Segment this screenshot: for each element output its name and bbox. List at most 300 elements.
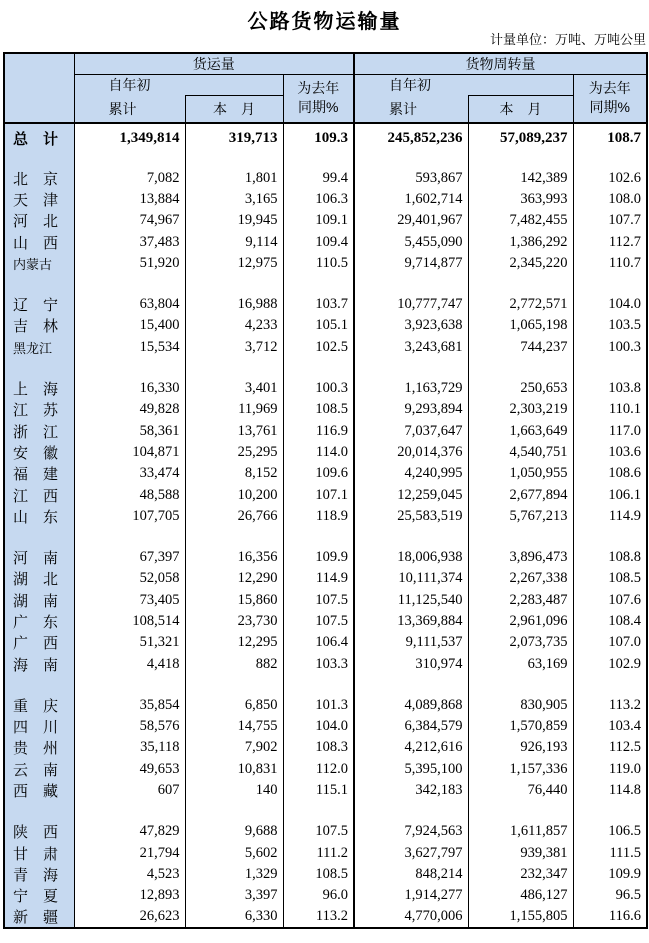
unit-note: 计量单位：万吨、万吨公里 [489, 32, 646, 47]
value-cell [74, 153, 185, 168]
value-cell: 9,688 [185, 821, 283, 842]
value-cell: 5,395,100 [354, 759, 468, 780]
value-cell: 110.1 [608, 401, 641, 418]
value-cell [468, 675, 573, 695]
value-cell: 106.4 [283, 632, 354, 653]
value-cell: 9,114 [185, 231, 283, 252]
value-cell: 104.0 [283, 716, 354, 737]
value-cell: 118.9 [283, 506, 354, 527]
region-cell [4, 801, 74, 821]
spacer-row [4, 274, 647, 294]
region-cell: 云 南 [4, 759, 74, 780]
region-cell: 河 北 [4, 210, 74, 231]
value-cell: 3,165 [185, 189, 283, 210]
value-cell: 4,523 [74, 864, 185, 885]
value-cell [283, 675, 354, 695]
value-cell: 882 [185, 653, 283, 674]
value-cell [283, 801, 354, 821]
table-header [4, 53, 647, 123]
value-cell: 848,214 [354, 864, 468, 885]
freight-turnover-group-header: 货物周转量 [354, 53, 647, 75]
value-cell: 108.5 [283, 399, 354, 420]
value-cell: 342,183 [354, 780, 468, 801]
spacer-row [4, 675, 647, 695]
value-cell: 1,611,857 [468, 821, 573, 842]
value-cell: 107.5 [283, 821, 354, 842]
value-cell: 103.3 [283, 653, 354, 674]
value-cell: 3,243,681 [354, 337, 468, 358]
value-cell: 486,127 [468, 885, 573, 906]
value-cell [283, 527, 354, 547]
value-cell: 109.4 [283, 231, 354, 252]
value-cell: 11,125,540 [354, 590, 468, 611]
table-row [4, 590, 647, 611]
value-cell [283, 153, 354, 168]
value-cell: 10,200 [185, 484, 283, 505]
region-cell: 吉 林 [4, 315, 74, 336]
value-cell: 104.0 [608, 296, 641, 313]
value-cell: 25,295 [185, 442, 283, 463]
value-cell: 74,967 [74, 210, 185, 231]
value-cell: 2,283,487 [468, 590, 573, 611]
region-cell [4, 153, 74, 168]
yoy-line2: 同期% [298, 99, 339, 116]
value-cell: 106.3 [283, 189, 354, 210]
value-cell: 2,345,220 [468, 253, 573, 274]
value-cell: 1,663,649 [468, 420, 573, 441]
value-cell: 2,267,338 [468, 568, 573, 589]
value-cell: 114.9 [283, 568, 354, 589]
value-cell: 8,152 [185, 463, 283, 484]
value-cell: 7,482,455 [468, 210, 573, 231]
region-cell: 重 庆 [4, 695, 74, 716]
value-cell: 319,713 [185, 123, 283, 153]
value-cell: 744,237 [468, 337, 573, 358]
value-cell: 49,653 [74, 759, 185, 780]
value-cell: 14,755 [185, 716, 283, 737]
value-cell: 1,163,729 [354, 378, 468, 399]
region-cell: 北 京 [4, 168, 74, 189]
value-cell: 108.0 [608, 190, 641, 207]
value-cell: 102.5 [283, 337, 354, 358]
value-cell: 47,829 [74, 821, 185, 842]
value-cell: 51,920 [74, 253, 185, 274]
value-cell: 48,588 [74, 484, 185, 505]
cumulative-header-volume: 自年初 [74, 75, 283, 96]
table-row [4, 906, 647, 928]
value-cell: 108.3 [283, 737, 354, 758]
cumulative-header-turnover: 自年初 [354, 75, 573, 96]
value-cell: 108.5 [608, 570, 641, 587]
value-cell: 3,397 [185, 885, 283, 906]
value-cell: 9,714,877 [354, 253, 468, 274]
value-cell: 15,534 [74, 337, 185, 358]
region-cell: 贵 州 [4, 737, 74, 758]
table-row [4, 843, 647, 864]
table-row [4, 611, 647, 632]
value-cell: 1,155,805 [468, 906, 573, 928]
value-cell: 112.7 [608, 233, 641, 250]
value-cell: 106.1 [608, 486, 641, 503]
value-cell: 12,893 [74, 885, 185, 906]
yoy-header-turnover [573, 75, 647, 123]
table-row [4, 885, 647, 906]
region-cell: 安 徽 [4, 442, 74, 463]
yoy-line1: 为去年 [588, 80, 631, 97]
value-cell: 112.5 [608, 739, 641, 756]
value-cell: 16,330 [74, 378, 185, 399]
cumulative-sub-header-turnover: 累计 [354, 96, 468, 123]
value-cell [468, 358, 573, 378]
value-cell: 3,923,638 [354, 315, 468, 336]
freight-table [3, 52, 648, 929]
value-cell: 111.2 [283, 843, 354, 864]
value-cell [468, 527, 573, 547]
value-cell: 73,405 [74, 590, 185, 611]
value-cell: 114.0 [283, 442, 354, 463]
value-cell: 939,381 [468, 843, 573, 864]
value-cell: 7,082 [74, 168, 185, 189]
value-cell: 363,993 [468, 189, 573, 210]
table-row [4, 759, 647, 780]
value-cell: 107,705 [74, 506, 185, 527]
value-cell: 116.6 [608, 908, 641, 925]
value-cell: 142,389 [468, 168, 573, 189]
value-cell [354, 358, 468, 378]
value-cell: 26,766 [185, 506, 283, 527]
value-cell: 232,347 [468, 864, 573, 885]
value-cell: 10,777,747 [354, 294, 468, 315]
table-row [4, 632, 647, 653]
total-row [4, 123, 647, 153]
table-row [4, 168, 647, 189]
table-row [4, 420, 647, 441]
value-cell: 4,540,751 [468, 442, 573, 463]
value-cell: 57,089,237 [468, 123, 573, 153]
value-cell: 245,852,236 [354, 123, 468, 153]
value-cell [185, 153, 283, 168]
region-cell: 江 苏 [4, 399, 74, 420]
value-cell: 58,361 [74, 420, 185, 441]
region-cell: 四 川 [4, 716, 74, 737]
value-cell: 114.9 [608, 507, 641, 524]
value-cell: 112.0 [283, 759, 354, 780]
value-cell: 1,050,955 [468, 463, 573, 484]
value-cell: 10,111,374 [354, 568, 468, 589]
value-cell: 12,975 [185, 253, 283, 274]
value-cell: 109.9 [283, 547, 354, 568]
spacer-row [4, 358, 647, 378]
value-cell [283, 358, 354, 378]
value-cell: 102.6 [608, 169, 641, 186]
value-cell: 107.1 [283, 484, 354, 505]
value-cell: 110.5 [283, 253, 354, 274]
value-cell: 99.4 [283, 168, 354, 189]
value-cell: 107.0 [608, 634, 641, 651]
region-cell [4, 274, 74, 294]
value-cell: 13,761 [185, 420, 283, 441]
region-cell: 总 计 [4, 123, 74, 153]
value-cell: 12,295 [185, 632, 283, 653]
region-cell: 广 西 [4, 632, 74, 653]
value-cell: 63,804 [74, 294, 185, 315]
region-cell: 山 西 [4, 231, 74, 252]
value-cell [573, 274, 647, 294]
value-cell: 51,321 [74, 632, 185, 653]
yoy-header-volume [283, 75, 354, 123]
value-cell: 140 [185, 780, 283, 801]
value-cell: 4,418 [74, 653, 185, 674]
value-cell: 25,583,519 [354, 506, 468, 527]
value-cell: 926,193 [468, 737, 573, 758]
value-cell: 7,902 [185, 737, 283, 758]
region-cell: 甘 肃 [4, 843, 74, 864]
region-cell: 宁 夏 [4, 885, 74, 906]
value-cell: 5,455,090 [354, 231, 468, 252]
value-cell [573, 358, 647, 378]
value-cell: 119.0 [608, 760, 641, 777]
value-cell: 3,401 [185, 378, 283, 399]
value-cell: 18,006,938 [354, 547, 468, 568]
value-cell: 1,349,814 [74, 123, 185, 153]
value-cell: 113.2 [608, 696, 641, 713]
value-cell: 830,905 [468, 695, 573, 716]
value-cell: 1,801 [185, 168, 283, 189]
value-cell: 10,831 [185, 759, 283, 780]
region-cell: 广 东 [4, 611, 74, 632]
value-cell [468, 801, 573, 821]
region-cell: 辽 宁 [4, 294, 74, 315]
value-cell: 49,828 [74, 399, 185, 420]
value-cell: 1,065,198 [468, 315, 573, 336]
yoy-line1: 为去年 [297, 80, 340, 97]
value-cell: 1,602,714 [354, 189, 468, 210]
region-cell: 浙 江 [4, 420, 74, 441]
value-cell: 109.3 [283, 123, 354, 153]
table-row [4, 253, 647, 274]
value-cell [185, 274, 283, 294]
value-cell: 108.7 [607, 129, 641, 146]
freight-volume-group-header: 货运量 [74, 53, 354, 75]
value-cell: 103.6 [608, 443, 641, 460]
region-cell: 湖 南 [4, 590, 74, 611]
region-cell: 上 海 [4, 378, 74, 399]
value-cell: 2,073,735 [468, 632, 573, 653]
value-cell: 105.1 [283, 315, 354, 336]
value-cell: 310,974 [354, 653, 468, 674]
value-cell: 110.7 [608, 254, 641, 271]
table-row [4, 231, 647, 252]
table-body [4, 123, 647, 929]
value-cell: 108.6 [608, 465, 641, 482]
table-row [4, 315, 647, 336]
value-cell [185, 527, 283, 547]
value-cell: 35,854 [74, 695, 185, 716]
value-cell: 23,730 [185, 611, 283, 632]
table-row [4, 506, 647, 527]
value-cell [573, 801, 647, 821]
value-cell: 96.0 [283, 885, 354, 906]
value-cell: 2,303,219 [468, 399, 573, 420]
value-cell: 108.4 [608, 612, 641, 629]
value-cell [185, 675, 283, 695]
table-row [4, 864, 647, 885]
value-cell: 103.5 [608, 317, 641, 334]
value-cell [354, 675, 468, 695]
value-cell: 52,058 [74, 568, 185, 589]
value-cell: 13,369,884 [354, 611, 468, 632]
region-cell [4, 675, 74, 695]
value-cell: 2,961,096 [468, 611, 573, 632]
value-cell: 109.6 [283, 463, 354, 484]
value-cell: 250,653 [468, 378, 573, 399]
value-cell: 16,988 [185, 294, 283, 315]
value-cell: 3,896,473 [468, 547, 573, 568]
value-cell: 6,384,579 [354, 716, 468, 737]
value-cell: 4,240,995 [354, 463, 468, 484]
value-cell: 593,867 [354, 168, 468, 189]
value-cell: 35,118 [74, 737, 185, 758]
region-cell: 内蒙古 [4, 253, 74, 274]
value-cell: 4,089,868 [354, 695, 468, 716]
value-cell: 104,871 [74, 442, 185, 463]
region-cell [4, 358, 74, 378]
value-cell [573, 527, 647, 547]
value-cell: 108.5 [283, 864, 354, 885]
value-cell: 26,623 [74, 906, 185, 928]
value-cell: 37,483 [74, 231, 185, 252]
value-cell: 107.5 [283, 590, 354, 611]
value-cell: 1,386,292 [468, 231, 573, 252]
table-row [4, 821, 647, 842]
yoy-line2: 同期% [589, 99, 630, 116]
value-cell: 20,014,376 [354, 442, 468, 463]
value-cell: 6,850 [185, 695, 283, 716]
table-row [4, 337, 647, 358]
table-row [4, 189, 647, 210]
page-title: 公路货物运输量 [247, 11, 402, 33]
table-row [4, 568, 647, 589]
table-row [4, 484, 647, 505]
value-cell: 113.2 [283, 906, 354, 928]
value-cell [354, 153, 468, 168]
value-cell: 29,401,967 [354, 210, 468, 231]
month-header-turnover: 本 月 [468, 96, 573, 123]
value-cell [468, 153, 573, 168]
value-cell [185, 358, 283, 378]
value-cell: 5,767,213 [468, 506, 573, 527]
value-cell: 58,576 [74, 716, 185, 737]
value-cell: 9,293,894 [354, 399, 468, 420]
value-cell [74, 801, 185, 821]
value-cell: 4,770,006 [354, 906, 468, 928]
value-cell [573, 675, 647, 695]
value-cell [354, 527, 468, 547]
value-cell: 1,914,277 [354, 885, 468, 906]
value-cell: 3,627,797 [354, 843, 468, 864]
table-row [4, 294, 647, 315]
value-cell: 101.3 [283, 695, 354, 716]
cumulative-sub-header-volume: 累计 [74, 96, 185, 123]
value-cell: 108.8 [608, 549, 641, 566]
table-row [4, 716, 647, 737]
value-cell: 116.9 [283, 420, 354, 441]
value-cell: 107.5 [283, 611, 354, 632]
value-cell: 607 [74, 780, 185, 801]
value-cell: 76,440 [468, 780, 573, 801]
value-cell: 100.3 [608, 338, 641, 355]
value-cell: 21,794 [74, 843, 185, 864]
value-cell: 109.9 [608, 865, 641, 882]
region-cell: 海 南 [4, 653, 74, 674]
value-cell: 15,860 [185, 590, 283, 611]
value-cell: 107.6 [608, 591, 641, 608]
region-corner-cell [4, 53, 74, 123]
value-cell: 13,884 [74, 189, 185, 210]
value-cell: 2,772,571 [468, 294, 573, 315]
spacer-row [4, 527, 647, 547]
value-cell: 115.1 [283, 780, 354, 801]
region-cell: 陕 西 [4, 821, 74, 842]
table-row [4, 378, 647, 399]
value-cell: 103.4 [608, 718, 641, 735]
table-row [4, 653, 647, 674]
region-cell [4, 527, 74, 547]
table-row [4, 695, 647, 716]
spacer-row [4, 801, 647, 821]
region-cell: 河 南 [4, 547, 74, 568]
value-cell: 15,400 [74, 315, 185, 336]
value-cell: 4,212,616 [354, 737, 468, 758]
region-cell: 山 东 [4, 506, 74, 527]
value-cell: 1,570,859 [468, 716, 573, 737]
value-cell: 11,969 [185, 399, 283, 420]
value-cell: 109.1 [283, 210, 354, 231]
value-cell [573, 153, 647, 168]
value-cell: 12,290 [185, 568, 283, 589]
value-cell: 96.5 [615, 887, 641, 904]
region-cell: 青 海 [4, 864, 74, 885]
value-cell [74, 675, 185, 695]
value-cell: 100.3 [283, 378, 354, 399]
value-cell: 103.7 [283, 294, 354, 315]
table-row [4, 737, 647, 758]
region-cell: 新 疆 [4, 906, 74, 928]
value-cell: 108,514 [74, 611, 185, 632]
table-row [4, 399, 647, 420]
value-cell: 2,677,894 [468, 484, 573, 505]
value-cell: 16,356 [185, 547, 283, 568]
value-cell: 114.8 [608, 782, 641, 799]
table-row [4, 210, 647, 231]
region-cell: 福 建 [4, 463, 74, 484]
value-cell: 33,474 [74, 463, 185, 484]
table-row [4, 780, 647, 801]
value-cell: 3,712 [185, 337, 283, 358]
region-cell: 湖 北 [4, 568, 74, 589]
value-cell: 1,329 [185, 864, 283, 885]
value-cell [283, 274, 354, 294]
value-cell: 117.0 [608, 422, 641, 439]
value-cell [468, 274, 573, 294]
value-cell [74, 274, 185, 294]
value-cell [185, 801, 283, 821]
month-header-volume: 本 月 [185, 96, 283, 123]
value-cell: 103.8 [608, 380, 641, 397]
value-cell [354, 801, 468, 821]
region-cell: 江 西 [4, 484, 74, 505]
table-row [4, 463, 647, 484]
